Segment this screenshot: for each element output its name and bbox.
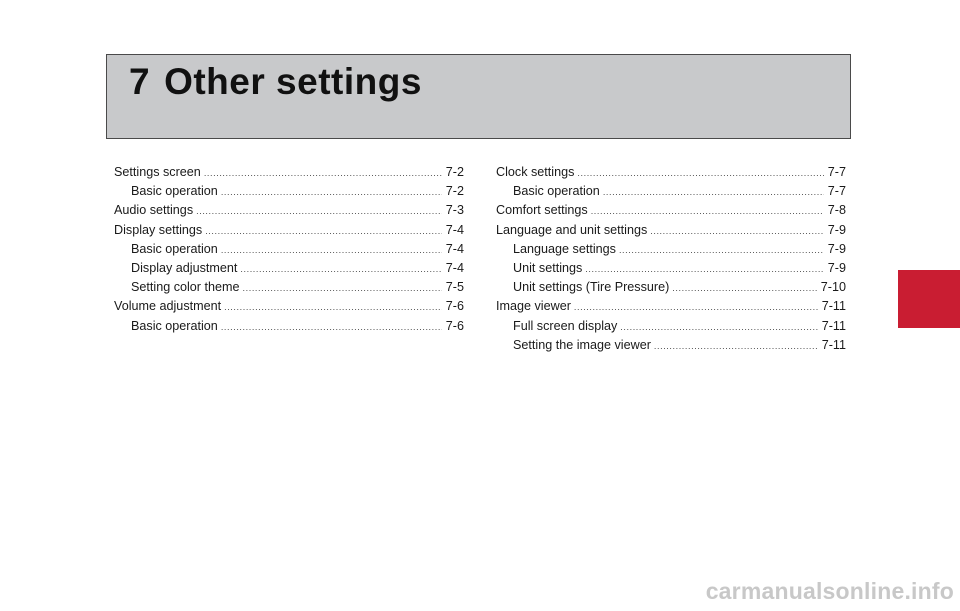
watermark: carmanualsonline.info — [705, 578, 954, 604]
toc-dot-leader — [221, 183, 442, 202]
toc-entry-label: Volume adjustment — [114, 299, 222, 314]
toc-entry-label: Basic operation — [513, 184, 600, 199]
toc-dot-leader — [585, 260, 824, 279]
toc-entry[interactable] — [114, 182, 464, 201]
toc-entry-page: 7-11 — [821, 337, 846, 352]
toc-dot-leader — [221, 318, 442, 337]
toc-entry-page: 7-4 — [445, 222, 464, 237]
toc-entry-page: 7-2 — [445, 165, 464, 179]
toc-entry[interactable] — [496, 336, 846, 355]
toc-entry-page: 7-3 — [445, 203, 464, 218]
toc-entry[interactable] — [496, 278, 846, 297]
toc-dot-leader — [620, 318, 817, 337]
toc-entry-label: Basic operation — [131, 184, 218, 199]
toc-dot-leader — [654, 337, 818, 356]
toc-entry[interactable] — [114, 163, 464, 182]
toc-dot-leader — [574, 298, 818, 317]
toc-dot-leader — [619, 241, 824, 260]
toc-entry-page: 7-2 — [445, 184, 464, 199]
toc-dot-leader — [196, 202, 442, 221]
toc-entry-label: Language settings — [513, 241, 616, 256]
chapter-number: 7 — [129, 61, 151, 102]
toc-entry[interactable] — [114, 317, 464, 336]
toc-entry[interactable] — [496, 259, 846, 278]
toc-entry-page: 7-9 — [827, 222, 846, 237]
chapter-title — [129, 59, 422, 105]
toc-entry-page: 7-9 — [827, 260, 846, 275]
toc-entry[interactable] — [496, 201, 846, 220]
toc-entry-page: 7-7 — [827, 165, 846, 179]
toc-entry-page: 7-8 — [827, 203, 846, 218]
toc-entry-page: 7-11 — [821, 299, 846, 314]
toc-entry[interactable] — [496, 221, 846, 240]
toc-dot-leader — [650, 222, 824, 241]
toc-entry-label: Comfort settings — [496, 203, 588, 218]
toc-entry-label: Display adjustment — [131, 260, 238, 275]
toc-entry-label: Basic operation — [131, 318, 218, 333]
toc-right-column — [496, 163, 846, 355]
toc-entry[interactable] — [114, 221, 464, 240]
toc-entry-page: 7-4 — [445, 260, 464, 275]
toc-entry-page: 7-11 — [821, 318, 846, 333]
toc-entry[interactable] — [114, 240, 464, 259]
toc-dot-leader — [603, 183, 824, 202]
toc-left-column — [114, 163, 464, 336]
toc-dot-leader — [591, 202, 824, 221]
chapter-banner — [106, 54, 851, 139]
toc-dot-leader — [577, 164, 823, 183]
toc-entry[interactable] — [114, 278, 464, 297]
toc-entry-label: Full screen display — [513, 318, 618, 333]
toc-entry[interactable] — [496, 297, 846, 316]
toc-entry-page: 7-9 — [827, 241, 846, 256]
toc-entry[interactable] — [114, 201, 464, 220]
toc-dot-leader — [224, 298, 442, 317]
toc-entry-page: 7-4 — [445, 241, 464, 256]
toc-entry[interactable] — [496, 182, 846, 201]
chapter-tab-marker — [898, 270, 960, 328]
toc-entry-label: Setting the image viewer — [513, 337, 651, 352]
toc-entry-page: 7-5 — [445, 280, 464, 295]
toc-entry-label: Setting color theme — [131, 280, 240, 295]
toc-entry-label: Image viewer — [496, 299, 571, 314]
toc-entry[interactable] — [496, 317, 846, 336]
toc-entry[interactable] — [114, 259, 464, 278]
toc-entry[interactable] — [496, 240, 846, 259]
toc-entry-label: Audio settings — [114, 203, 194, 218]
toc-entry-page: 7-7 — [827, 184, 846, 199]
toc-entry-label: Display settings — [114, 222, 203, 237]
toc-dot-leader — [240, 260, 441, 279]
toc-entry-page: 7-10 — [820, 280, 846, 295]
toc-dot-leader — [243, 279, 442, 298]
toc-dot-leader — [205, 222, 442, 241]
toc-entry-label: Clock settings — [496, 165, 575, 179]
toc-entry-label: Unit settings (Tire Pressure) — [513, 280, 670, 295]
toc-entry[interactable] — [496, 163, 846, 182]
chapter-title-text: Other settings — [164, 61, 422, 102]
toc-entry-page: 7-6 — [445, 318, 464, 333]
toc-entry-label: Unit settings — [513, 260, 583, 275]
toc-dot-leader — [672, 279, 816, 298]
toc-entry-label: Language and unit settings — [496, 222, 648, 237]
toc-entry-label: Basic operation — [131, 241, 218, 256]
toc-dot-leader — [221, 241, 442, 260]
toc-entry-label: Settings screen — [114, 165, 201, 179]
toc-entry-page: 7-6 — [445, 299, 464, 314]
toc-entry[interactable] — [114, 297, 464, 316]
toc-dot-leader — [204, 164, 442, 183]
